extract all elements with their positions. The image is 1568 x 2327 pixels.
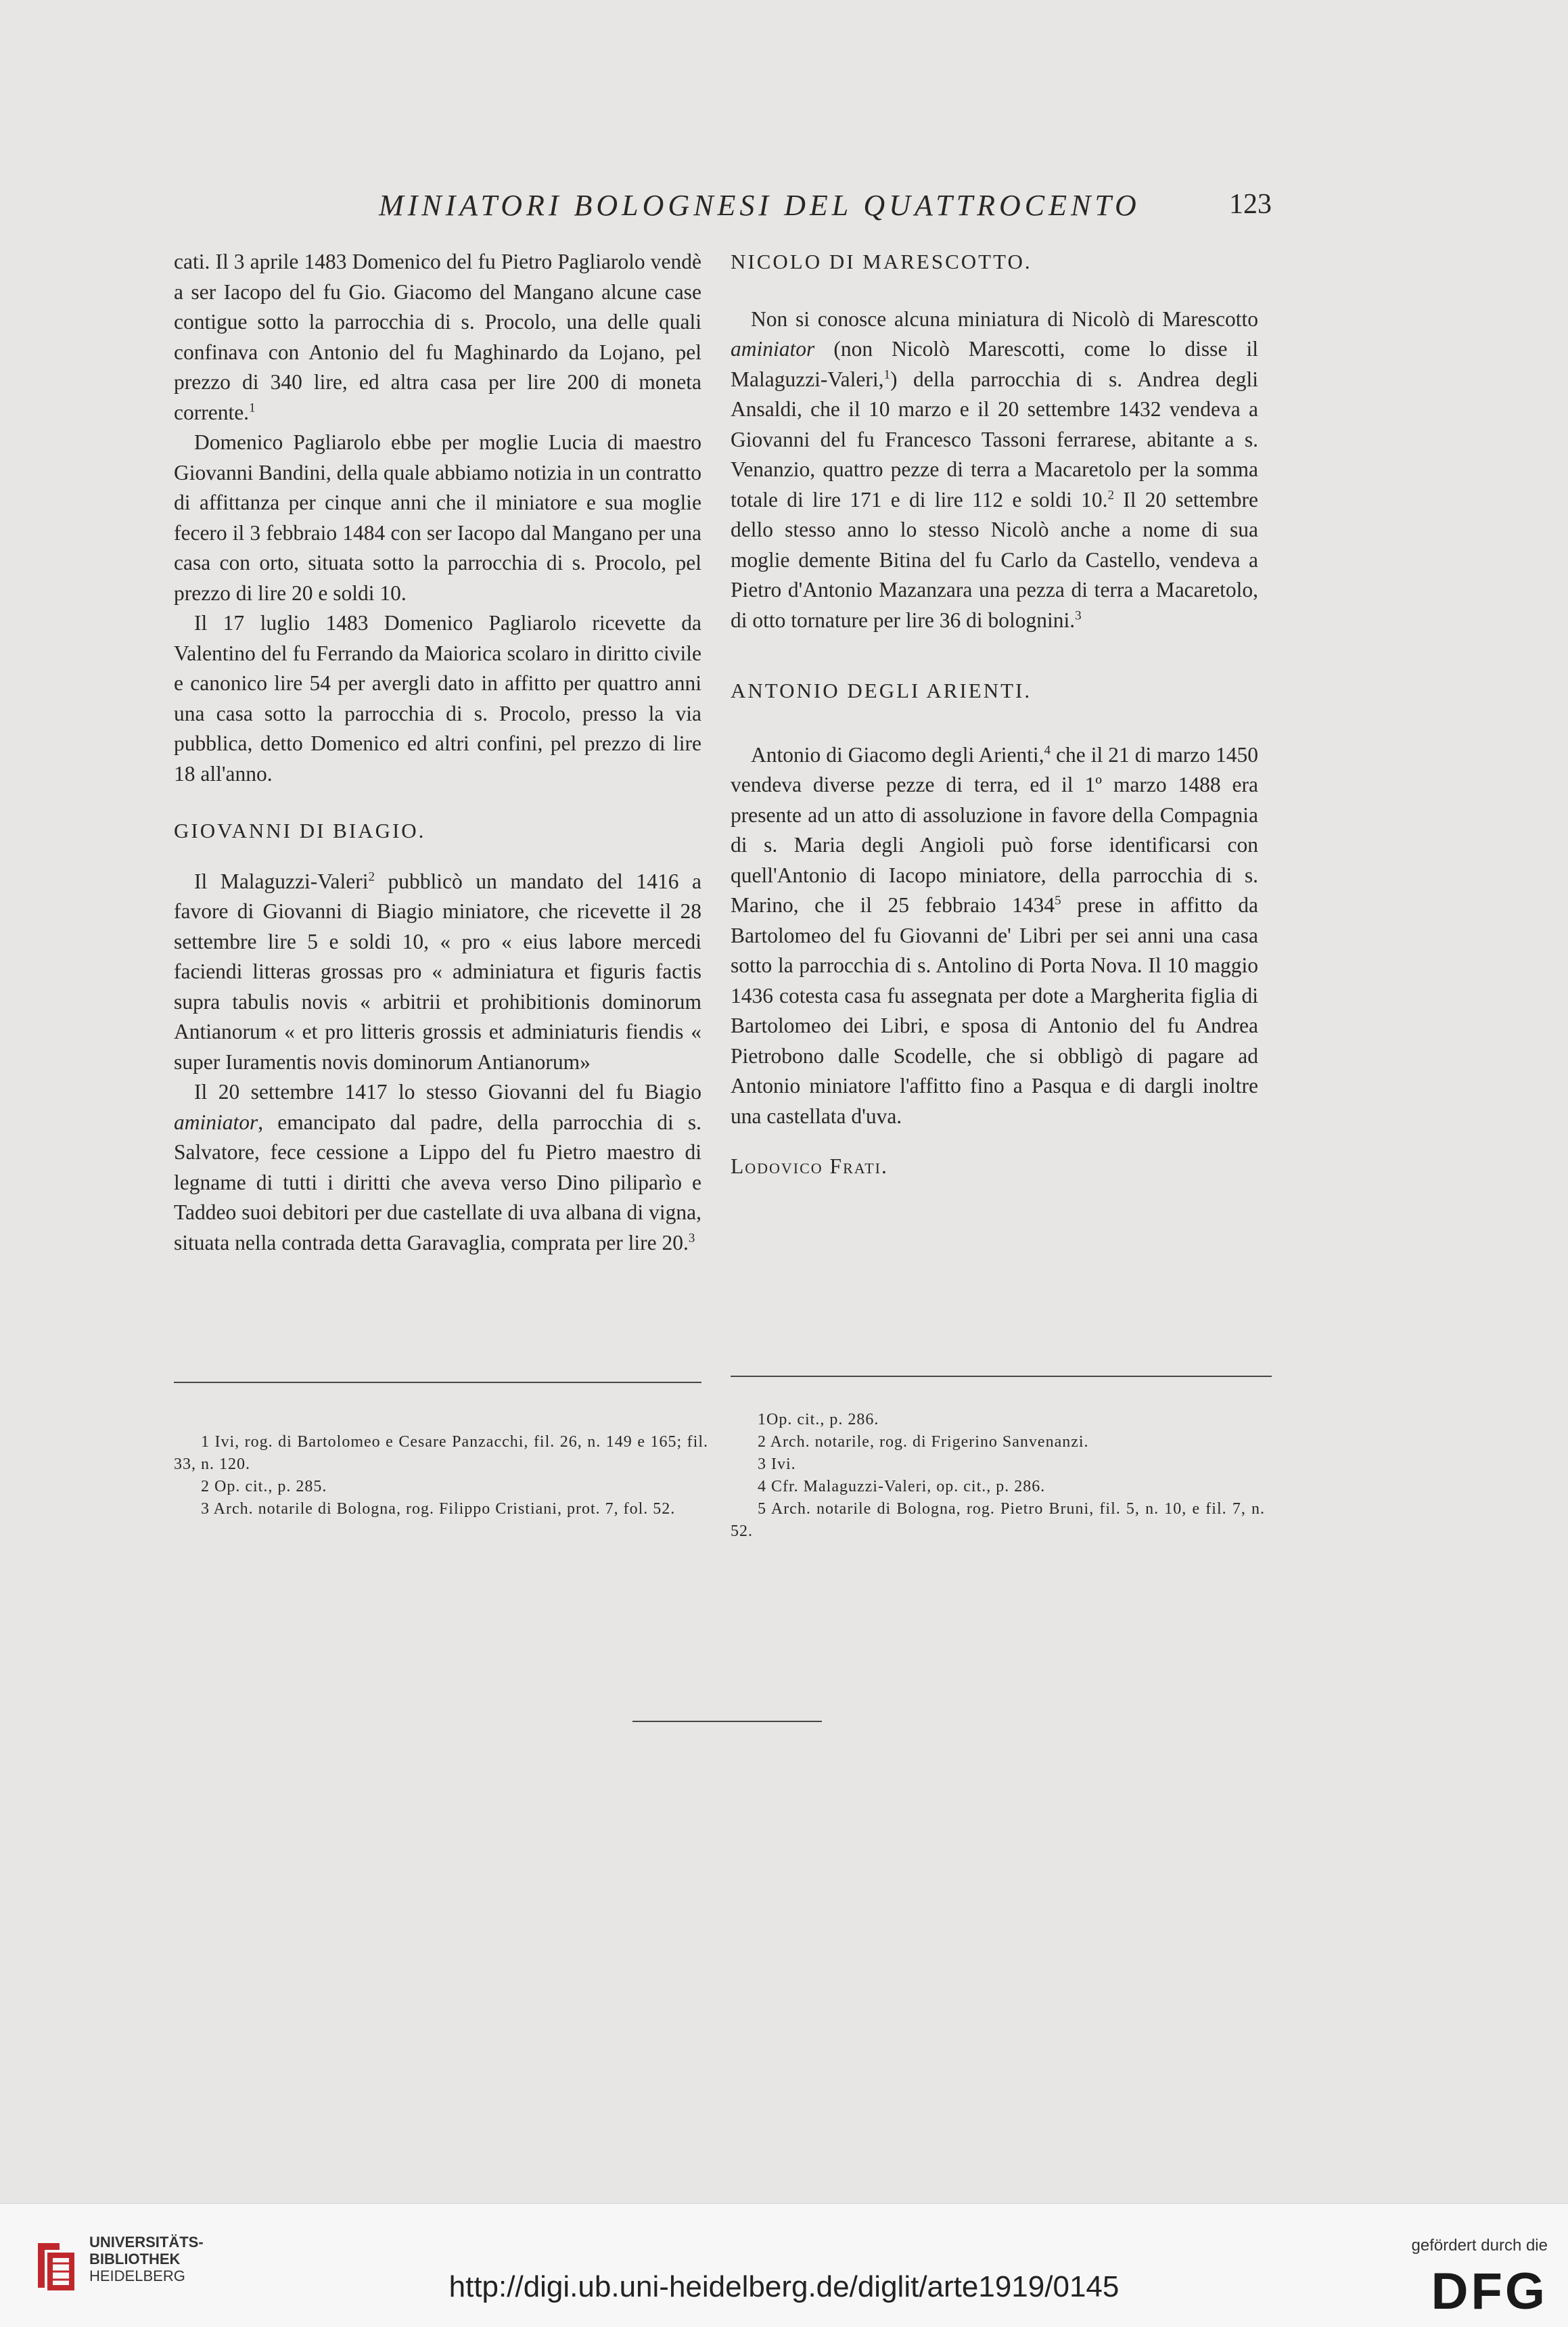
page-number: 123 [1229,189,1272,220]
footnote-ref[interactable]: 4 [1044,743,1051,757]
footnote-ref[interactable]: 3 [1075,608,1082,623]
library-name[interactable]: UNIVERSITÄTS- BIBLIOTHEK HEIDELBERG [89,2234,204,2284]
footnotes-right [731,1409,1265,1543]
footnote-ref[interactable]: 2 [1107,488,1114,502]
dfg-logo[interactable]: DFG [1431,2263,1548,2320]
page-url[interactable]: http://digi.ub.uni-heidelberg.de/diglit/arte1919/0145 [448,2270,1120,2303]
sponsor-text: gefördert durch die [1411,2236,1548,2255]
paragraph: Domenico Pagliarolo ebbe per moglie Lucia di maestro Giovanni Bandini, della quale abbiamo notizia in un contratto di affittanza per cinque anni che il miniatore e sua moglie fecero il 3 febbraio 1484 con ser Iacopo dal Mangano per una casa con orto, situata sotto la parrocchia di s. Procolo, pel prezzo di lire 20 e soldi 10. [174,430,701,605]
paragraph: Non si conosce alcuna miniatura di Nicolò di Marescotto aminiator (non Nicolò Marescotti, come lo disse il Malaguzzi-Valeri,$^1$) della parrocchia di s. Andrea degli Ansaldi, che il 10 marzo e il 20 settembre 1432 vendeva a Giovanni del fu Francesco Tassoni ferrarese, abitante a s. Venanzio, quattro pezze di terra a Macaretolo per la somma totale di lire 171 e di lire 112 e soldi 10.$^2$ Il 20 settembre dello stesso anno lo stesso Nicolò anche a nome di sua moglie demente Bitina del fu Carlo da Castello, vendeva a Pietro d'Antonio Mazanzara una pezza di terra a Macaretolo, di otto tornature per lire 36 di bolognini.$^3$ [731,307,1258,632]
footnote: 5 Arch. notarile di Bologna, rog. Pietro Bruni, fil. 5, n. 10, e fil. 7, n. 52. [731,1500,1265,1540]
footnote-rule [174,1382,701,1383]
footnote-ref[interactable]: 2 [368,869,375,884]
paragraph: cati. Il 3 aprile 1483 Domenico del fu Pietro Pagliarolo vendè a ser Iacopo del fu Gio. Giacomo del Mangano alcune case contigue sotto la parrocchia di s. Procolo, una delle quali confinava con Antonio del fu Maghinardo da Lojano, pel prezzo di 340 lire, ed altra casa per lire 200 di moneta corrente.$^1$ [174,250,701,424]
page-header [379,188,1272,229]
paragraph: Il 20 settembre 1417 lo stesso Giovanni del fu Biagio aminiator, emancipato dal padre, della parrocchia di s. Salvatore, fece cessione a Lippo del fu Pietro maestro di legname di tutti i diritti che aveva verso Dino piliparìo e Taddeo suoi debitori per due castellate di uva albana di vigna, situata nella contrada detta Garavaglia, comprata per lire 20.$^3$ [174,1080,701,1255]
footnote-ref[interactable]: 3 [688,1231,695,1245]
viewer-footer [0,2203,1568,2327]
footnote: 1 Ivi, rog. di Bartolomeo e Cesare Panzacchi, fil. 26, n. 149 e 165; fil. 33, n. 120. [174,1433,708,1473]
footnotes-left [174,1431,708,1520]
footnote: 2 Arch. notarile, rog. di Frigerino Sanvenanzi. [758,1433,1089,1451]
footnote: 1Op. cit., p. 286. [758,1411,879,1428]
right-column [731,247,1258,1182]
footnote-ref[interactable]: 1 [249,401,256,415]
section-title: ANTONIO DEGLI ARIENTI. [731,679,1032,702]
section-title: NICOLO DI MARESCOTTO. [731,250,1032,273]
running-title: MINIATORI BOLOGNESI DEL QUATTROCENTO [379,189,1140,222]
footnote: 4 Cfr. Malaguzzi-Valeri, op. cit., p. 286. [758,1478,1046,1495]
footnote-ref[interactable]: 1 [883,367,891,382]
author-signature: Lodovico Frati. [731,1154,888,1178]
footnote: 3 Arch. notarile di Bologna, rog. Filippo Cristiani, prot. 7, fol. 52. [201,1500,676,1518]
paragraph: Il Malaguzzi-Valeri$^2$ pubblicò un mandato del 1416 a favore di Giovanni di Biagio miniatore, che ricevette il 28 settembre lire 5 e soldi 10, « pro « eius labore mercedi faciendi litteras grossas pro « adminiatura et figuris factis supra tabulis novis « arbitrii et prohibitionis dominorum Antianorum « et pro litteris grossis et adminiaturis fiendis « super Iuramentis novis dominorum Antianorum» [174,869,701,1074]
left-column [174,247,701,1258]
footnote-rule [731,1376,1272,1377]
footnote: 3 Ivi. [758,1455,796,1473]
section-title: GIOVANNI DI BIAGIO. [174,819,426,842]
paragraph: Antonio di Giacomo degli Arienti,$^4$ che il 21 di marzo 1450 vendeva diverse pezze di terra, ed il 1º marzo 1488 era presente ad un atto di assoluzione in favore della Compagnia di s. Maria degli Angioli può forse identificarsi con quell'Antonio di Iacopo miniatore, della parrocchia di s. Marino, che il 25 febbraio 1434$^5$ prese in affitto da Bartolomeo del fu Giovanni de' Libri per sei anni una casa sotto la parrocchia di s. Antolino di Porta Nova. Il 10 maggio 1436 cotesta casa fu assegnata per dote a Margherita figlia di Bartolomeo dei Libri, e sposa di Antonio del fu Andrea Pietrobono dalle Scodelle, che si obbligò di pagare ad Antonio miniatore l'affitto fino a Pasqua e di dargli inoltre una castellata d'uva. [731,742,1259,1128]
footnote-ref[interactable]: 5 [1055,893,1061,908]
footnote: 2 Op. cit., p. 285. [201,1478,327,1495]
paragraph: Il 17 luglio 1483 Domenico Pagliarolo ricevette da Valentino del fu Ferrando da Maiorica scolaro in diritto civile e canonico lire 54 per avergli dato in affitto per quattro anni una casa sotto la parrocchia di s. Procolo, presso la via pubblica, detto Domenico ed altri confini, pel prezzo di lire 18 all'anno. [174,611,701,786]
end-rule [632,1721,822,1722]
